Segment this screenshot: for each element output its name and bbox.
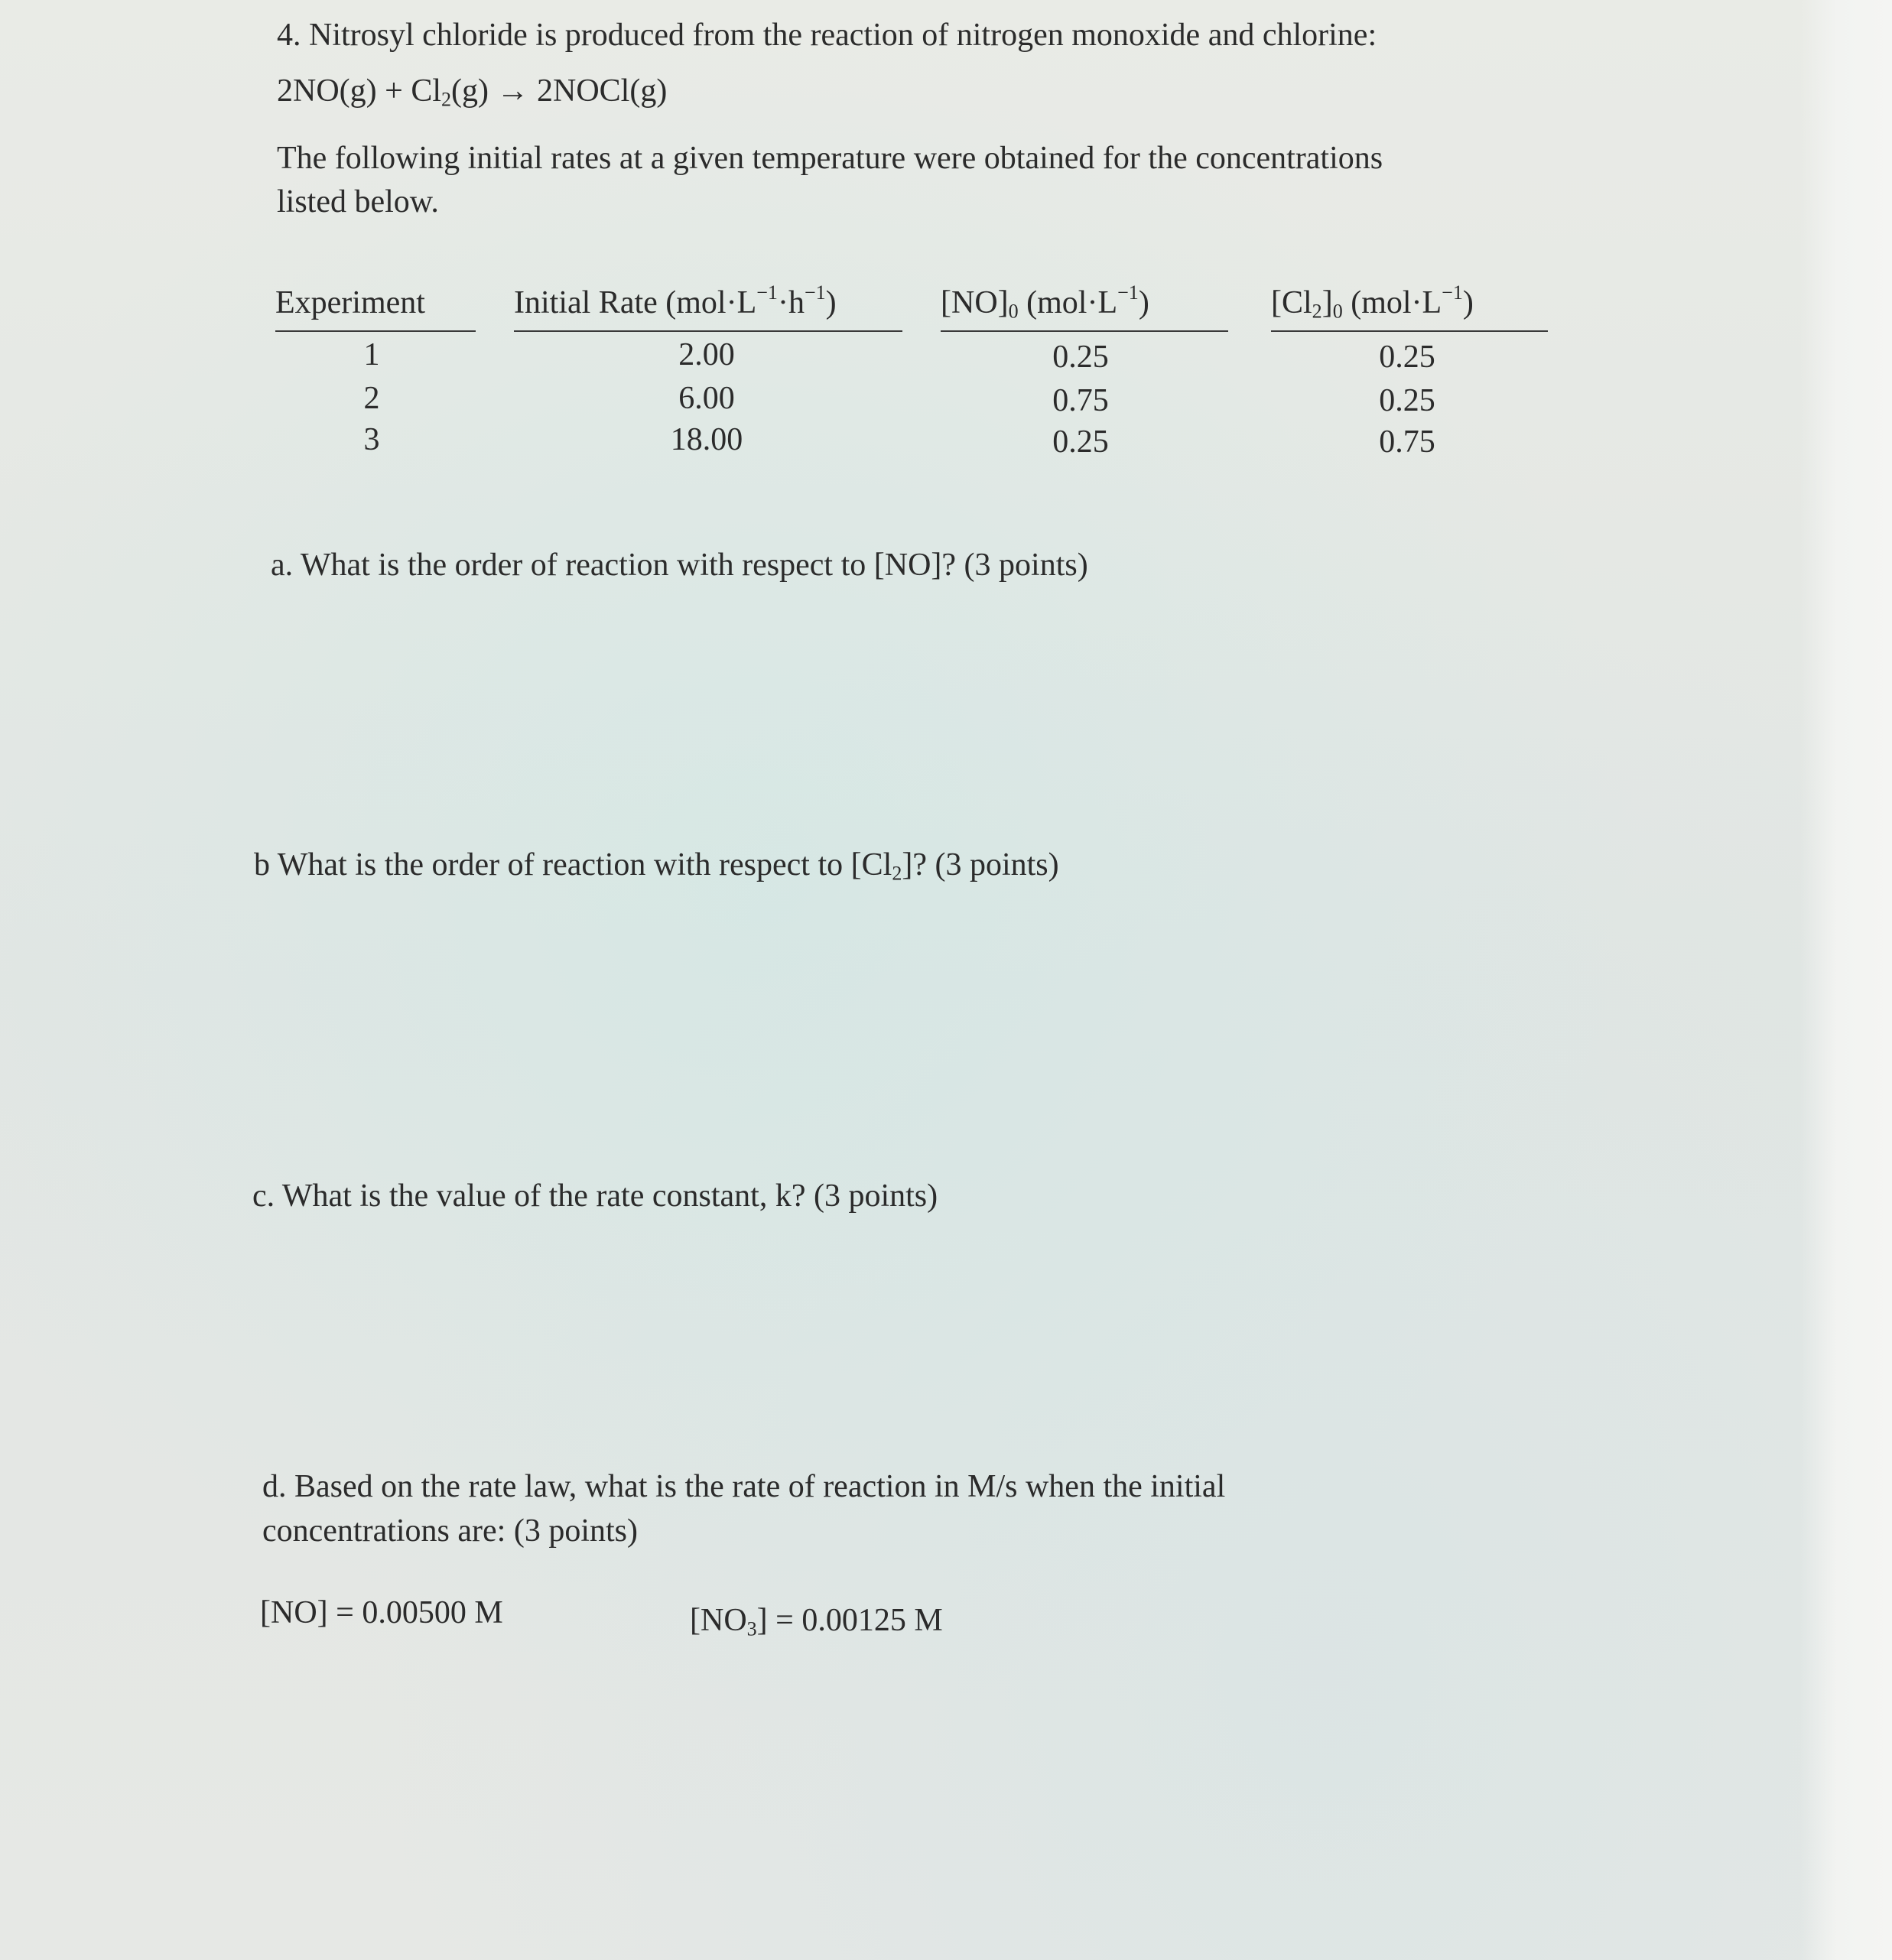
table-cell-experiment: 1 [363, 337, 380, 372]
header-text: (mol·L [1018, 285, 1118, 320]
table-cell-experiment: 2 [363, 381, 380, 416]
equation-subscript: 2 [441, 88, 452, 111]
table-cell-cl2: 0.25 [1379, 340, 1435, 375]
part-b-question [254, 847, 1059, 883]
concentration-no: [NO] = 0.00500 M [260, 1595, 503, 1630]
question-subscript: 2 [892, 862, 902, 885]
header-subscript: 0 [1332, 300, 1343, 323]
header-text: ] [1321, 285, 1333, 320]
header-rule [941, 330, 1228, 332]
question-text: b What is the order of reaction with respect to [Cl [254, 847, 892, 882]
reaction-equation [277, 73, 667, 109]
table-cell-rate: 6.00 [678, 381, 735, 416]
table-cell-cl2: 0.75 [1379, 424, 1435, 460]
equation-part: (g) → 2NOCl(g) [451, 73, 668, 109]
concentration-no3 [690, 1602, 943, 1639]
question-text: ]? (3 points) [902, 847, 1059, 882]
header-no-concentration [941, 281, 1149, 323]
concentration-text: ] = 0.00125 M [756, 1603, 943, 1638]
table-cell-no: 0.25 [1052, 424, 1109, 460]
concentration-text: [NO [690, 1603, 747, 1638]
header-text: (mol·L [1342, 285, 1442, 320]
intro-text-line-1: The following initial rates at a given temperature were obtained for the concentrations [277, 141, 1383, 176]
header-superscript: −1 [804, 281, 826, 304]
header-rule [275, 330, 476, 332]
header-rule [514, 330, 902, 332]
header-cl2-concentration [1271, 281, 1474, 323]
equation-part: 2NO(g) + Cl [277, 73, 442, 109]
header-superscript: −1 [1442, 281, 1463, 304]
header-text: ) [825, 285, 837, 320]
concentration-subscript: 3 [746, 1617, 757, 1640]
intro-text-line-2: listed below. [277, 184, 439, 219]
question-title: 4. Nitrosyl chloride is produced from the reaction of nitrogen monoxide and chlorine: [277, 18, 1377, 53]
table-cell-no: 0.75 [1052, 383, 1109, 418]
table-cell-cl2: 0.25 [1379, 383, 1435, 418]
header-subscript: 0 [1008, 300, 1019, 323]
table-cell-rate: 18.00 [670, 422, 743, 457]
header-initial-rate [514, 281, 837, 321]
part-d-question-line-2: concentrations are: (3 points) [262, 1513, 638, 1549]
table-cell-rate: 2.00 [678, 337, 735, 372]
table-cell-experiment: 3 [363, 422, 380, 457]
part-a-question: a. What is the order of reaction with respect to [NO]? (3 points) [271, 548, 1088, 583]
table-cell-no: 0.25 [1052, 340, 1109, 375]
header-text: ) [1462, 285, 1474, 320]
header-text: [NO] [941, 285, 1009, 320]
header-superscript: −1 [1117, 281, 1139, 304]
header-text: [Cl [1271, 285, 1312, 320]
header-text: Initial Rate (mol·L [514, 285, 757, 320]
part-d-question-line-1: d. Based on the rate law, what is the rate of reaction in M/s when the initial [262, 1469, 1226, 1504]
part-c-question: c. What is the value of the rate constant, k? (3 points) [252, 1178, 938, 1214]
page-edge [1800, 0, 1892, 1960]
header-experiment: Experiment [275, 285, 425, 320]
header-rule [1271, 330, 1548, 332]
header-text: ) [1138, 285, 1149, 320]
header-text: ·h [777, 285, 805, 320]
header-superscript: −1 [756, 281, 778, 304]
header-subscript: 2 [1312, 300, 1322, 323]
